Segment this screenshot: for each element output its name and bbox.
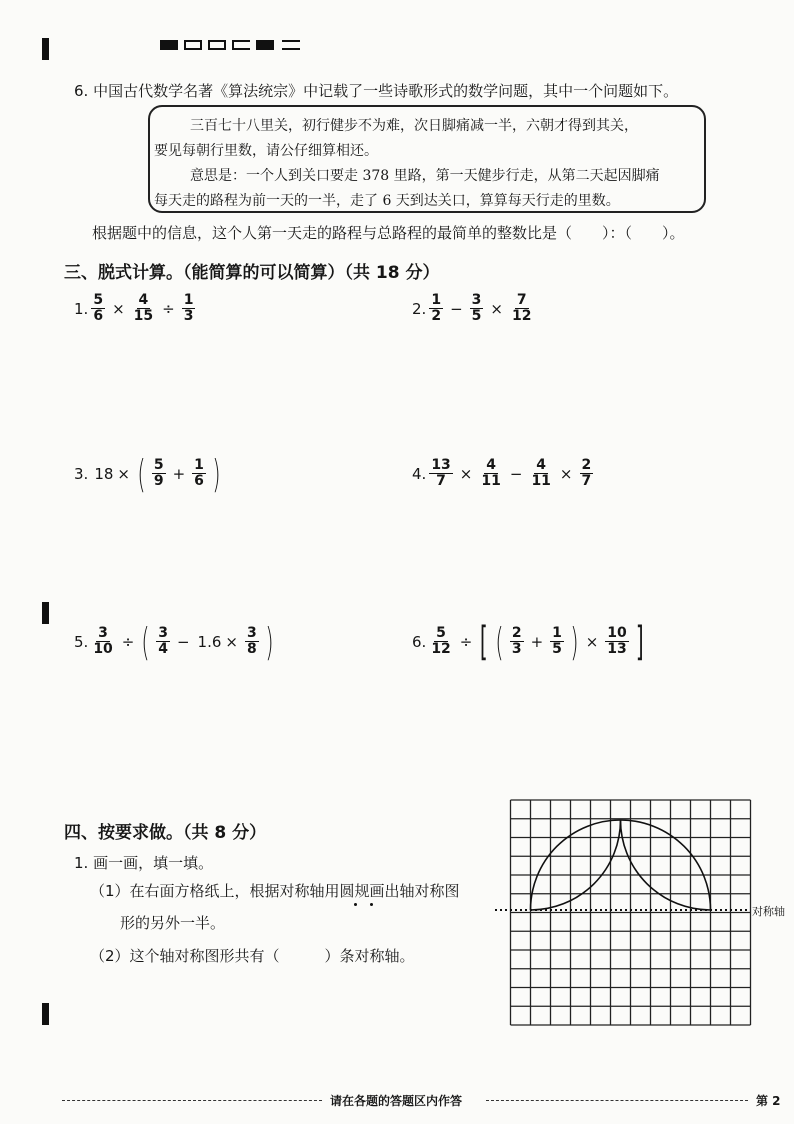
registration-mark-bottom — [42, 1003, 49, 1025]
section4-sub2: （2）这个轴对称图形共有（ ）条对称轴。 — [90, 947, 415, 965]
q6-question: 根据题中的信息，这个人第一天走的路程与总路程的最简单的整数比是（ ）：（ ）。 — [92, 224, 685, 242]
emphasis-dots — [354, 903, 378, 907]
q6-stem: 6. 中国古代数学名著《算法统宗》中记载了一些诗歌形式的数学问题，其中一个问题如下。 — [74, 82, 679, 100]
footer-dash-left — [62, 1100, 322, 1101]
large-semicircle — [531, 820, 711, 910]
footer-instruction: 请在各题的答题区内作答 — [330, 1094, 463, 1108]
footer-dash-right — [486, 1100, 748, 1101]
calc-item-4: 4. $\frac{13}{7}$ × $\frac{4}{11}$ − $\frac{4}{11}$ × $\frac{2}{7}$ — [412, 457, 592, 489]
section3-title: 三、脱式计算。（能简算的可以简算）（共 18 分） — [64, 263, 440, 283]
calc-item-1: 1. $\frac{5}{6}$ × $\frac{4}{15}$ ÷ $\frac{1}{3}$ — [74, 292, 194, 324]
section4-sub1-line2: 形的另外一半。 — [120, 914, 226, 932]
calc-item-6: 6. $\frac{5}{12}$ ÷ [ ( $\frac{2}{3}$ + $\frac{1}{5}$ ) × $\frac{10}{13}$ ] — [412, 618, 644, 665]
poem-box — [148, 105, 706, 213]
calc-item-3: 3. 18 × ( $\frac{5}{9}$ + $\frac{1}{6}$ ) — [74, 451, 221, 496]
right-inner-arc — [621, 820, 711, 910]
poem-line-1: 三百七十八里关，初行健步不为难，次日脚痛减一半，六朝才得到其关， — [190, 118, 638, 134]
section4-item1: 1. 画一画，填一填。 — [74, 854, 214, 872]
left-inner-arc — [531, 820, 621, 910]
calc-item-5: 5. $\frac{3}{10}$ ÷ ( $\frac{3}{4}$ − 1.6 × $\frac{3}{8}$ ) — [74, 619, 274, 664]
meaning-line-1: 意思是：一个人到关口要走 378 里路，第一天健步行走，从第二天起因脚痛 — [190, 168, 660, 184]
calc-item-2: 2. $\frac{1}{2}$ − $\frac{3}{5}$ × $\frac{7}{12}$ — [412, 292, 532, 324]
meaning-line-2: 每天走的路程为前一天的一半，走了 6 天到达关口，算算每天行走的里数。 — [154, 193, 620, 209]
symmetry-axis-label: 对称轴 — [752, 905, 785, 918]
registration-mark-top — [42, 38, 49, 60]
registration-mark-middle — [42, 602, 49, 624]
page-number: 第 2 — [756, 1094, 781, 1108]
section4-title: 四、按要求做。（共 8 分） — [64, 823, 267, 843]
grid-paper — [495, 795, 789, 1027]
section4-sub1-line1: （1）在右面方格纸上，根据对称轴用圆规画出轴对称图 — [90, 882, 460, 900]
poem-line-2: 要见每朝行里数，请公仔细算相还。 — [154, 143, 378, 159]
